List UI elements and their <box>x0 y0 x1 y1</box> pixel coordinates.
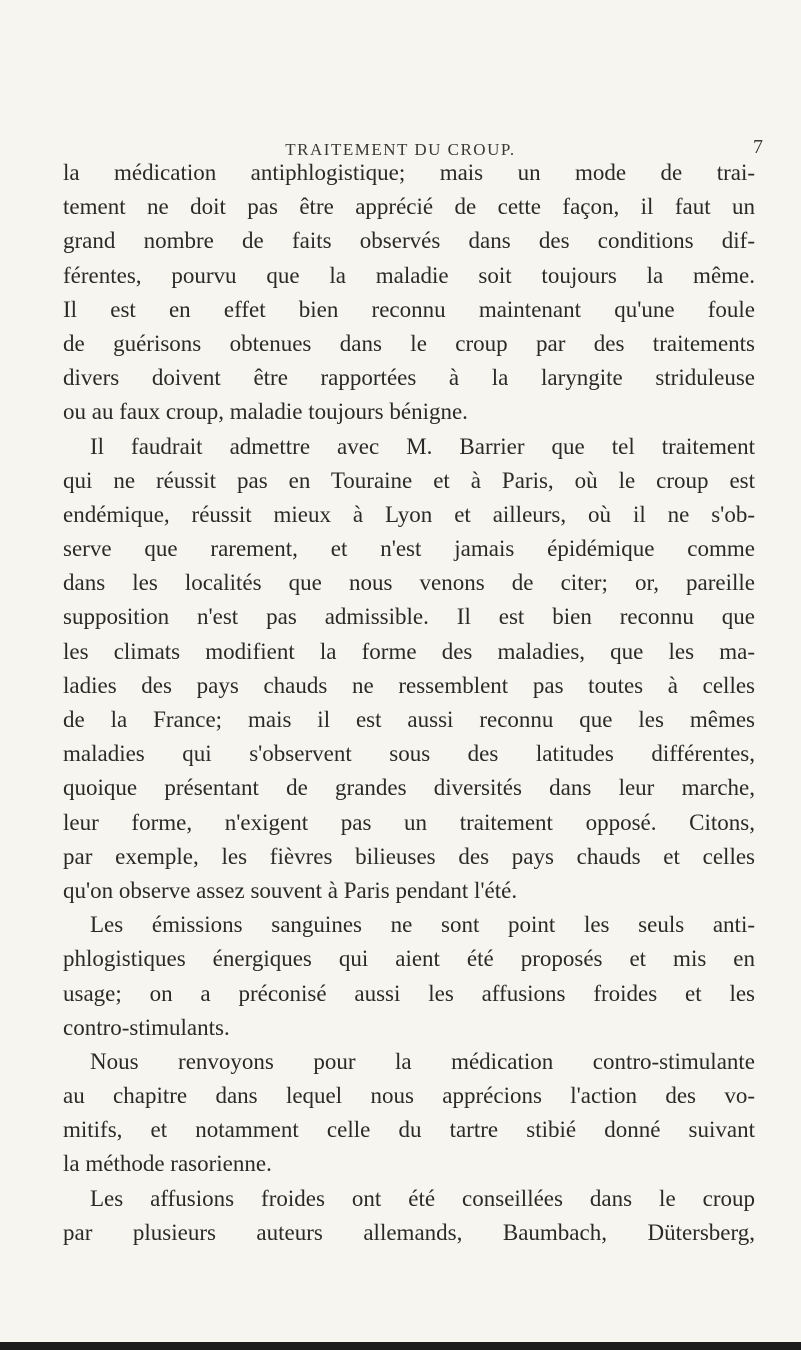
text-line: phlogistiques énergiques qui aient été proposés et mis en <box>63 946 755 972</box>
text-line: usage; on a préconisé aussi les affusions froides et les <box>63 980 755 1006</box>
text-line: serve que rarement, et n'est jamais épidémique comme <box>63 536 755 562</box>
text-line: férentes, pourvu que la maladie soit toujours la même. <box>63 262 755 288</box>
text-line: leur forme, n'exigent pas un traitement opposé. Citons, <box>63 809 755 835</box>
text-line: Nous renvoyons pour la médication contro-stimulante <box>90 1048 755 1074</box>
text-line: ladies des pays chauds ne ressemblent pas toutes à celles <box>63 672 755 698</box>
text-line: maladies qui s'observent sous des latitudes différentes, <box>63 741 755 767</box>
text-line: Les émissions sanguines ne sont point les seuls anti- <box>90 912 755 938</box>
text-line: quoique présentant de grandes diversités dans leur marche, <box>63 775 755 801</box>
text-line: Il est en effet bien reconnu maintenant qu'une foule <box>63 296 755 322</box>
text-line: dans les localités que nous venons de citer; or, pareille <box>63 570 755 596</box>
text-line: de la France; mais il est aussi reconnu que les mêmes <box>63 707 755 732</box>
text-line: mitifs, et notamment celle du tartre stibié donné suivant <box>63 1117 755 1143</box>
text-line: grand nombre de faits observés dans des conditions dif- <box>63 228 755 254</box>
text-line: par plusieurs auteurs allemands, Baumbach, Dütersberg, <box>63 1219 755 1245</box>
text-line: qu'on observe assez souvent à Paris pendant l'été. <box>63 877 518 903</box>
text-line: divers doivent être rapportées à la laryngite striduleuse <box>63 365 755 391</box>
text-line: Il faudrait admettre avec M. Barrier que tel traitement <box>90 433 755 459</box>
text-line: la méthode rasorienne. <box>63 1151 272 1177</box>
page-bottom-edge <box>0 1342 801 1350</box>
text-line: par exemple, les fièvres bilieuses des pays chauds et celles <box>63 843 755 869</box>
text-line: contro-stimulants. <box>63 1014 230 1040</box>
text-line: les climats modifient la forme des maladies, que les ma- <box>63 638 755 664</box>
text-line: qui ne réussit pas en Touraine et à Paris, où le croup est <box>63 467 755 493</box>
text-line: Les affusions froides ont été conseillées dans le croup <box>90 1185 755 1211</box>
text-line: endémique, réussit mieux à Lyon et ailleurs, où il ne s'ob- <box>63 501 755 527</box>
running-title: TRAITEMENT DU CROUP. <box>285 140 516 159</box>
text-line: supposition n'est pas admissible. Il est bien reconnu que <box>63 604 755 630</box>
page-number: 7 <box>753 136 763 158</box>
text-line: au chapitre dans lequel nous apprécions l'action des vo- <box>63 1083 755 1109</box>
text-line: tement ne doit pas être apprécié de cette façon, il faut un <box>63 194 755 220</box>
text-line: la médication antiphlogistique; mais un mode de trai- <box>63 160 755 185</box>
text-line: ou au faux croup, maladie toujours bénigne. <box>63 399 468 425</box>
text-line: de guérisons obtenues dans le croup par des traitements <box>63 330 755 356</box>
body-text <box>63 156 755 1250</box>
